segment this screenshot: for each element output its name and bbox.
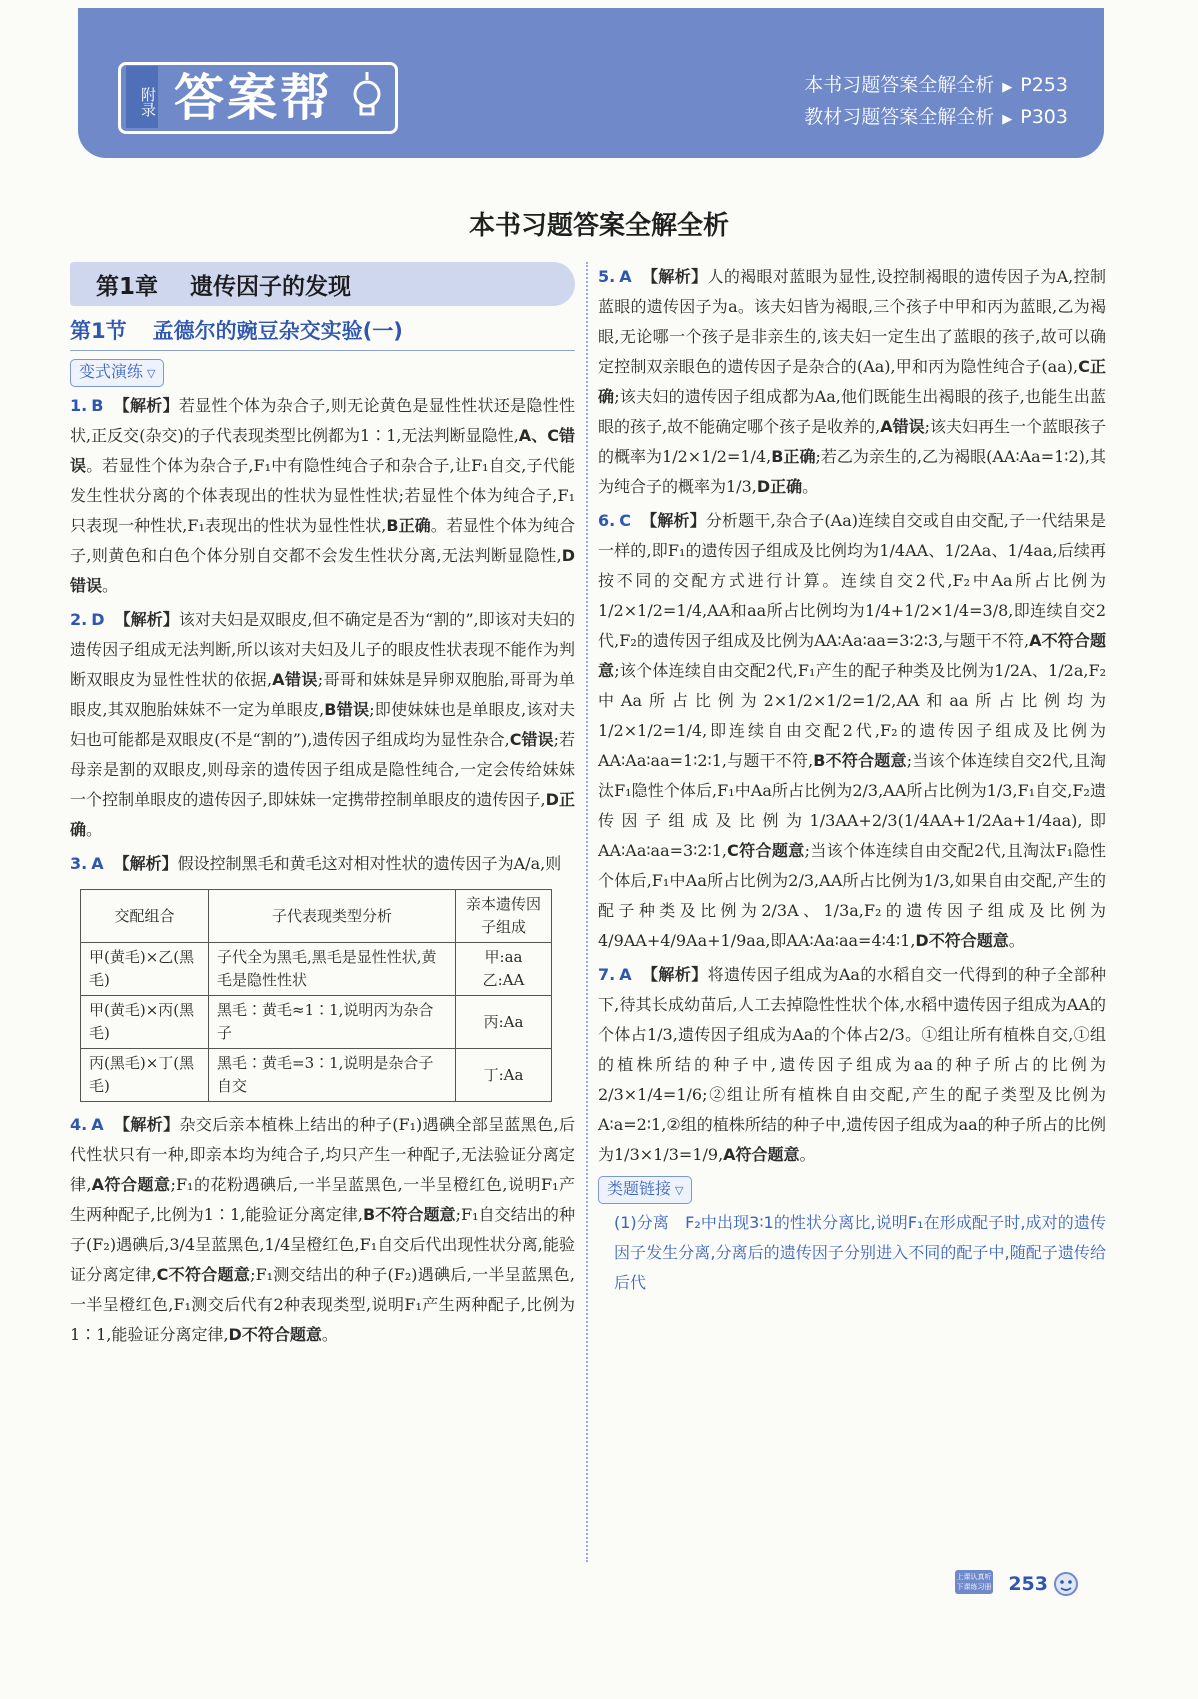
right-column [598,262,1106,1298]
answer-q2: 2. D 【解析】该对夫妇是双眼皮,但不确定是否为“割的”,即该对夫妇的遗传因子组成无法判断,所以该对夫妇及儿子的眼皮性状表现不能作为判断双眼皮为显性性状的依据,A错误;哥哥和妹妹是异卵双胞胎,哥哥为单眼皮,其双胞胎妹妹不一定为单眼皮,B错误;即使妹妹也是单眼皮,该对夫妇也可能都是双眼皮(不是“割的”),遗传因子组成均为显性杂合,C错误;若母亲是割的双眼皮,则母亲的遗传因子组成是隐性纯合,一定会传给妹妹一个控制单眼皮的遗传因子,即妹妹一定携带控制单眼皮的遗传因子,D正确。 [70,610,575,839]
logo-tag: 附录 [126,66,158,128]
table-header: 亲本遗传因子组成 [456,890,552,943]
link-answer: (1)分离 F₂中出现3∶1的性状分离比,说明F₁在形成配子时,成对的遗传因子发生分离,分离后的遗传因子分别进入不同的配子中,随配子遗传给后代 [614,1213,1106,1292]
section-heading: 第1节 孟德尔的豌豆杂交实验(一) [70,314,575,351]
answer-q3: 3. A 【解析】假设控制黑毛和黄毛这对相对性状的遗传因子为A/a,则 [70,854,562,873]
answer-q5: 5. A 【解析】人的褐眼对蓝眼为显性,设控制褐眼的遗传因子为A,控制蓝眼的遗传因子为a。该夫妇皆为褐眼,三个孩子中甲和丙为蓝眼,乙为褐眼,无论哪一个孩子是非亲生的,该夫妇一定生出了蓝眼的孩子,故可以确定控制双亲眼色的遗传因子是杂合的(Aa),甲和丙为隐性纯合子(aa),C正确;该夫妇的遗传因子组成都为Aa,他们既能生出褐眼的孩子,也能生出蓝眼的孩子,故不能确定哪个孩子是收养的,A错误;该夫妇再生一个蓝眼孩子的概率为1/2×1/2=1/4,B正确;若乙为亲生的,乙为褐眼(AA∶Aa=1∶2),其为纯合子的概率为1/3,D正确。 [598,267,1106,496]
triangle-right-icon: ▶ [1002,80,1013,95]
link-tag[interactable]: 类题链接 ▽ [598,1176,692,1204]
chevron-down-icon: ▽ [147,367,156,380]
table-row: 甲(黄毛)×丙(黑毛) 黑毛∶黄毛≈1∶1,说明丙为杂合子 丙:Aa [81,996,552,1049]
ref-line-textbook[interactable]: 教材习题答案全解全析 ▶ P303 [804,106,1068,128]
table-header: 交配组合 [81,890,209,943]
lightbulb-icon [350,72,384,122]
answer-q1: 1. B 【解析】若显性个体为杂合子,则无论黄色是显性性状还是隐性性状,正反交(杂交)的子代表现类型比例都为1∶1,无法判断显隐性,A、C错误。若显性个体为杂合子,F₁中有隐性纯合子和杂合子,让F₁自交,子代能发生性状分离的个体表现出的性状为显性性状;若显性个体为纯合子,F₁只表现一种性状,F₁表现出的性状为显性性状,B正确。若显性个体为纯合子,则黄色和白色个体分别自交都不会发生性状分离,无法判断显隐性,D错误。 [70,396,575,595]
ref-line-book[interactable]: 本书习题答案全解全析 ▶ P253 [804,74,1068,96]
logo-title: 答案帮 [174,69,333,127]
page-number: 253 [1008,1573,1048,1595]
answer-q4: 4. A 【解析】杂交后亲本植株上结出的种子(F₁)遇碘全部呈蓝黑色,后代性状只有一种,即亲本均为纯合子,均只产生一种配子,无法验证分离定律,A符合题意;F₁的花粉遇碘后,一半呈蓝黑色,一半呈橙红色,说明F₁产生两种配子,比例为1∶1,能验证分离定律,B不符合题意;F₁自交结出的种子(F₂)遇碘后,3/4呈蓝黑色,1/4呈橙红色,F₁自交后代出现性状分离,能验证分离定律,C不符合题意;F₁测交结出的种子(F₂)遇碘后,一半呈蓝黑色,一半呈橙红色,F₁测交后代有2种表现类型,说明F₁产生两种配子,比例为1∶1,能验证分离定律,D不符合题意。 [70,1115,575,1344]
left-column [70,262,575,1350]
column-divider [586,262,588,1562]
table-row: 甲(黄毛)×乙(黑毛) 子代全为黑毛,黑毛是显性性状,黄毛是隐性性状 甲:aa 乙:AA [81,943,552,996]
answer-q7: 7. A 【解析】将遗传因子组成为Aa的水稻自交一代得到的种子全部种下,待其长成幼苗后,人工去掉隐性性状个体,水稻中遗传因子组成为AA的个体占1/3,遗传因子组成为Aa的个体占2/3。①组让所有植株自交,①组的植株所结的种子中,遗传因子组成为aa的种子所占的比例为2/3×1/4=1/6;②组让所有植株自由交配,产生的配子类型及比例为A∶a=2∶1,②组的植株所结的种子中,遗传因子组成为aa的种子所占的比例为1/3×1/3=1/9,A符合题意。 [598,965,1106,1164]
chapter-heading: 第1章 遗传因子的发现 [70,262,575,306]
chevron-down-icon: ▽ [675,1184,684,1197]
cross-table [80,889,552,1102]
mascot-icon [1049,1566,1083,1600]
answer-q6: 6. C 【解析】分析题干,杂合子(Aa)连续自交或自由交配,子一代结果是一样的,即F₁的遗传因子组成及比例均为1/4AA、1/2Aa、1/4aa,后续再按不同的交配方式进行计算。连续自交2代,F₂中Aa所占比例为1/2×1/2=1/4,AA和aa所占比例均为1/4+1/2×1/4=3/8,即连续自交2代,F₂的遗传因子组成及比例为AA∶Aa∶aa=3∶2∶3,与题干不符,A不符合题意;该个体连续自由交配2代,F₁产生的配子种类及比例为1/2A、1/2a,F₂中Aa所占比例为2×1/2×1/2=1/2,AA和aa所占比例均为1/2×1/2=1/4,即连续自由交配2代,F₂的遗传因子组成及比例为AA∶Aa∶aa=1∶2∶1,与题干不符,B不符合题意;当该个体连续自交2代,且淘汰F₁隐性个体后,F₁中Aa所占比例为2/3,AA所占比例为1/3,F₁自交,F₂遗传因子组成及比例为1/3AA+2/3(1/4AA+1/2Aa+1/4aa),即AA∶Aa∶aa=3∶2∶1,C符合题意;当该个体连续自由交配2代,且淘汰F₁隐性个体后,F₁中Aa所占比例为2/3,AA所占比例为1/3,如果自由交配,产生的配子种类及比例为2/3A、1/3a,F₂的遗传因子组成及比例为4/9AA+4/9Aa+1/9aa,即AA∶Aa∶aa=4∶4∶1,D不符合题意。 [598,511,1106,950]
triangle-right-icon: ▶ [1002,112,1013,127]
page-slogan: 上课认真听 下课练习册 [955,1570,993,1594]
practice-tag[interactable]: 变式演练 ▽ [70,359,164,387]
table-header: 子代表现类型分析 [209,890,456,943]
table-row: 丙(黑毛)×丁(黑毛) 黑毛∶黄毛=3∶1,说明是杂合子自交 丁:Aa [81,1049,552,1102]
page-title: 本书习题答案全解全析 [468,211,729,241]
